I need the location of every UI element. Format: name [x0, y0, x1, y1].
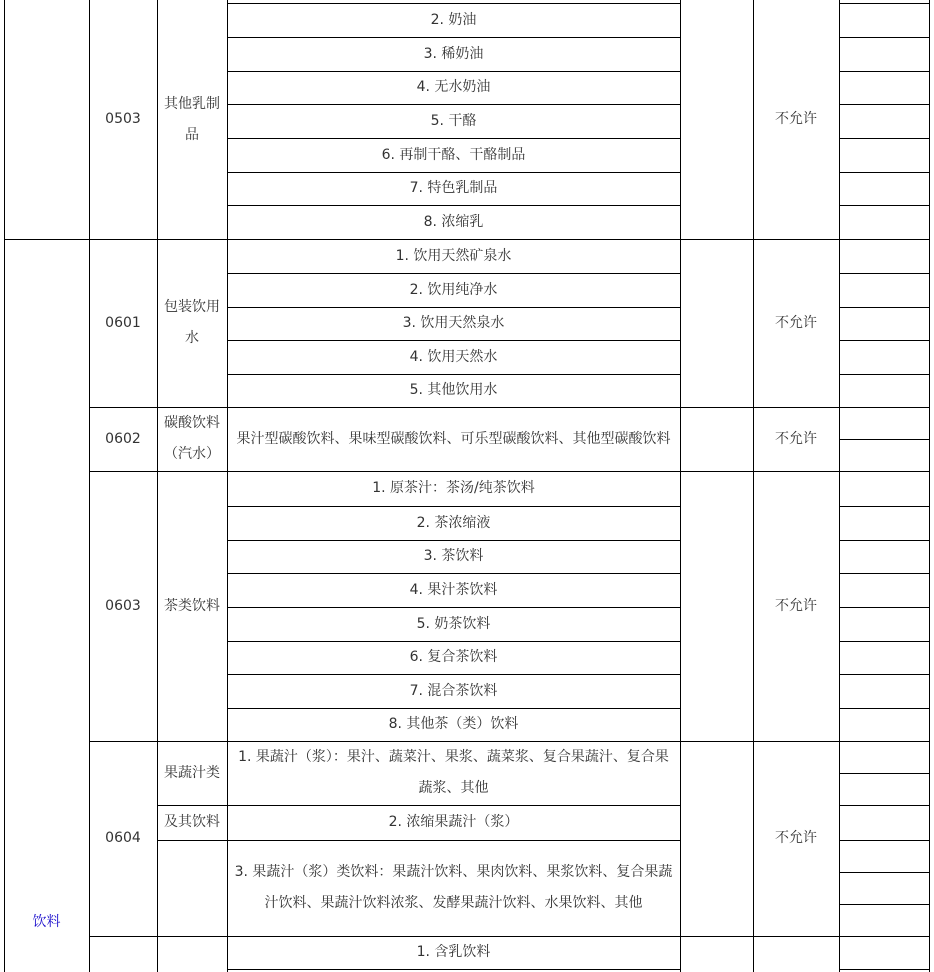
item-0603-8: 8. 其他茶（类）饮料 [388, 716, 519, 732]
item-0503-8: 8. 浓缩乳 [423, 213, 484, 230]
code-0604: 0604 [105, 830, 141, 846]
item-0603-7: 7. 混合茶饮料 [409, 682, 498, 699]
name-0602: 碳酸饮料（汽水） [164, 415, 220, 462]
item-0601-4: 4. 饮用天然水 [409, 348, 498, 365]
name-0604-line1: 果蔬汁类 [164, 764, 220, 781]
item-0603-6: 6. 复合茶饮料 [409, 649, 498, 665]
status-0604: 不允许 [775, 830, 817, 846]
item-0604-3: 3. 果蔬汁（浆）类饮料：果蔬汁饮料、果肉饮料、果浆饮料、复合果蔬汁饮料、果蔬汁饮料浓浆、发酵果蔬汁饮料、水果饮料、其他 [234, 864, 673, 911]
name-0604-line2: 及其饮料 [164, 814, 220, 830]
name-0503: 其他乳制品 [164, 95, 220, 143]
item-0601-5: 5. 其他饮用水 [409, 382, 498, 398]
item-0603-4: 4. 果汁茶饮料 [409, 581, 498, 598]
code-0503: 0503 [105, 111, 141, 127]
code-0601: 0601 [105, 314, 141, 331]
name-0601: 包装饮用水 [164, 299, 220, 346]
item-0503-2: 2. 奶油 [430, 11, 477, 28]
status-0503: 不允许 [775, 111, 817, 127]
item-0503-6: 6. 再制干酪、干酪制品 [381, 146, 526, 163]
status-0601: 不允许 [775, 314, 817, 331]
status-0603: 不允许 [775, 597, 817, 614]
item-0603-1: 1. 原茶汁：茶汤/纯茶饮料 [372, 480, 535, 496]
item-0503-4: 4. 无水奶油 [416, 79, 491, 95]
item-0503-7: 7. 特色乳制品 [409, 180, 498, 196]
item-0503-5: 5. 干酪 [430, 112, 477, 129]
item-0601-2: 2. 饮用纯净水 [409, 281, 498, 298]
item-0603-5: 5. 奶茶饮料 [416, 615, 491, 632]
category-beverage-link[interactable]: 饮料 [32, 913, 61, 930]
item-0604-2: 2. 浓缩果蔬汁（浆） [388, 814, 519, 830]
code-0602: 0602 [105, 430, 141, 447]
item-0603-2: 2. 茶浓缩液 [416, 514, 491, 531]
item-0604-1: 1. 果蔬汁（浆）：果汁、蔬菜汁、果浆、蔬菜浆、复合果蔬汁、复合果蔬浆、其他 [238, 749, 669, 796]
code-0603: 0603 [105, 597, 141, 614]
item-0503-3: 3. 稀奶油 [423, 45, 484, 62]
status-0602: 不允许 [775, 430, 817, 447]
item-0601-3: 3. 饮用天然泉水 [402, 315, 505, 331]
item-0603-3: 3. 茶饮料 [423, 548, 484, 564]
item-0602-1: 果汁型碳酸饮料、果味型碳酸饮料、可乐型碳酸饮料、其他型碳酸饮料 [236, 430, 671, 447]
name-0603: 茶类饮料 [164, 597, 220, 614]
item-next-1: 1. 含乳饮料 [416, 944, 491, 960]
item-0601-1: 1. 饮用天然矿泉水 [395, 247, 512, 264]
